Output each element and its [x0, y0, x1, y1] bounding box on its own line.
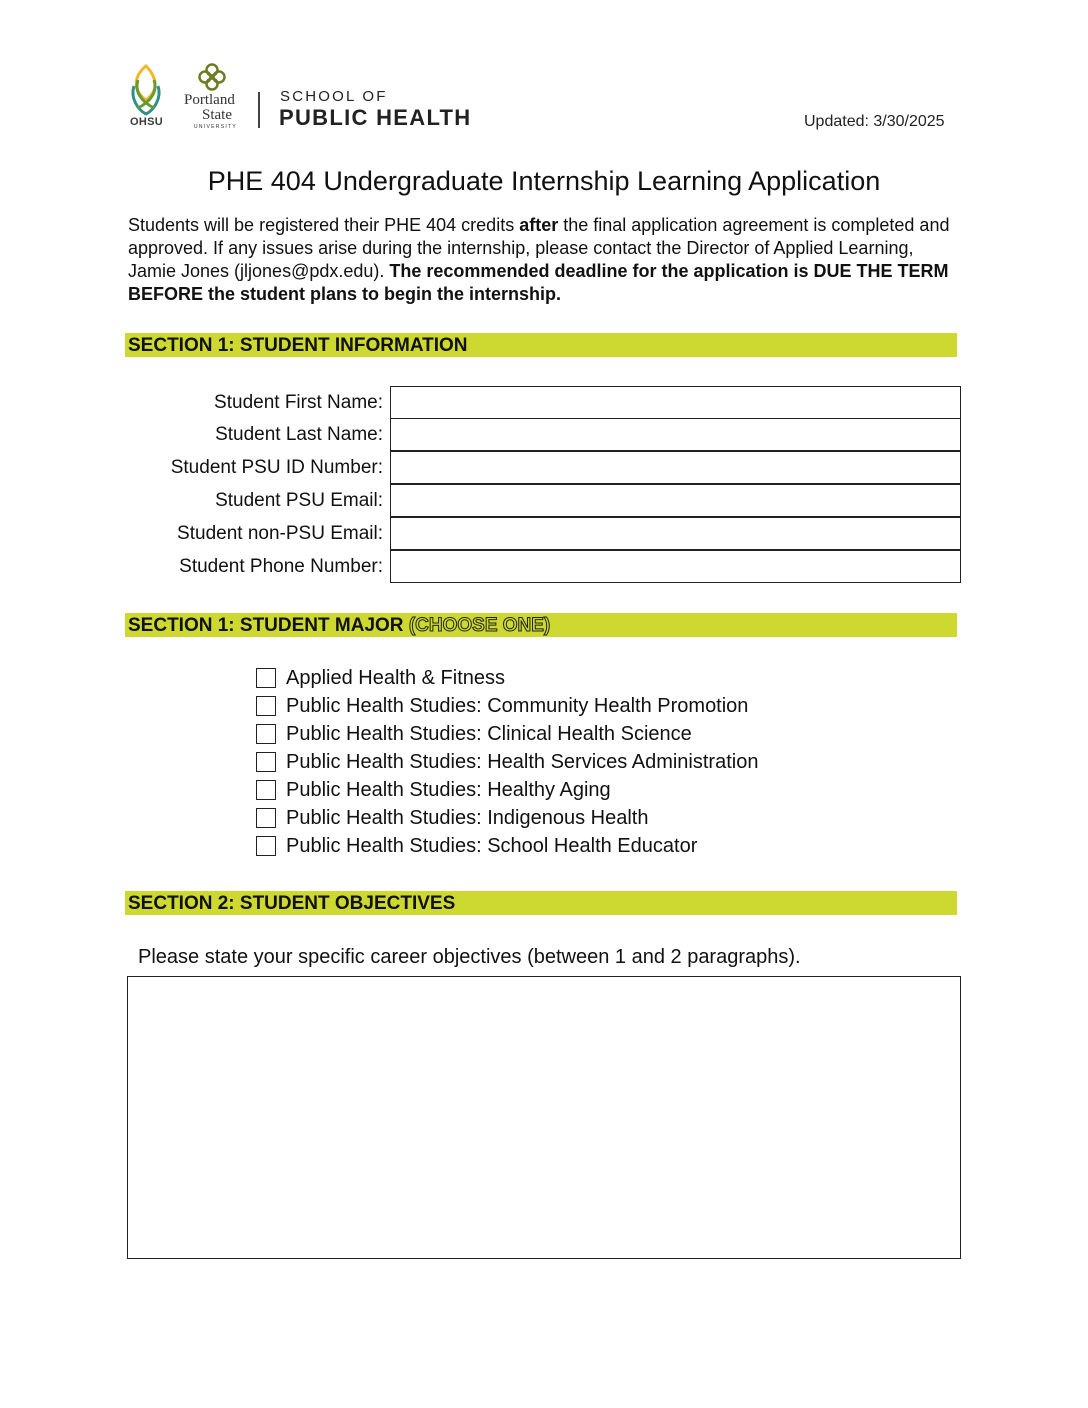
ohsu-flame-icon [126, 64, 166, 118]
label-psu-email: Student PSU Email: [215, 490, 383, 511]
first-name-field[interactable] [390, 386, 961, 419]
last-name-field[interactable] [390, 418, 961, 451]
psu-word-university: UNIVERSITY [194, 124, 238, 130]
page-title: PHE 404 Undergraduate Internship Learning Application [207, 166, 881, 196]
major-checkbox[interactable] [256, 752, 276, 772]
intro-paragraph [128, 214, 963, 306]
school-of-text: SCHOOL OF [280, 88, 388, 105]
major-checkbox[interactable] [256, 808, 276, 828]
label-psu-id: Student PSU ID Number: [170, 457, 383, 478]
major-option-label: Public Health Studies: School Health Educator [286, 834, 698, 857]
psu-id-field[interactable] [390, 451, 961, 484]
major-option-label: Public Health Studies: Clinical Health Science [286, 722, 692, 745]
section-heading-student-information: SECTION 1: STUDENT INFORMATION [125, 333, 957, 357]
label-phone-number: Student Phone Number: [179, 556, 383, 577]
choose-one-note: (CHOOSE ONE) [408, 615, 551, 636]
psu-logo [182, 63, 242, 129]
intro-text-2: the final application agreement is completed and approved. If any issues arise during the internship, please contact the Director of Applied Learning, Jamie Jones (jljones@pdx.edu). [128, 215, 950, 281]
major-option[interactable] [256, 720, 692, 748]
ohsu-logo [126, 64, 166, 130]
career-objectives-textarea[interactable] [127, 976, 961, 1259]
major-option[interactable] [256, 832, 697, 860]
major-option[interactable] [256, 748, 758, 776]
major-option[interactable] [256, 804, 648, 832]
objectives-prompt: Please state your specific career objectives (between 1 and 2 paragraphs). [138, 946, 801, 968]
major-checkbox[interactable] [256, 668, 276, 688]
intro-bold-deadline: The recommended deadline for the application is DUE THE TERM BEFORE the student plans to begin the internship. [128, 261, 949, 304]
updated-date: Updated: 3/30/2025 [804, 113, 945, 130]
major-option-label: Applied Health & Fitness [286, 666, 506, 689]
major-checkbox[interactable] [256, 836, 276, 856]
major-option-label: Public Health Studies: Indigenous Health [286, 806, 649, 829]
logo-divider [258, 92, 260, 128]
major-checkbox[interactable] [256, 696, 276, 716]
psu-word-portland: Portland [184, 92, 235, 108]
major-checkbox[interactable] [256, 724, 276, 744]
major-heading-text: SECTION 1: STUDENT MAJOR [128, 615, 409, 636]
psu-word-state: State [202, 107, 232, 123]
psu-email-field[interactable] [390, 484, 961, 517]
major-option[interactable] [256, 664, 505, 692]
label-last-name: Student Last Name: [215, 424, 383, 445]
ohsu-wordmark: OHSU [130, 116, 163, 128]
major-option[interactable] [256, 776, 611, 804]
major-option-label: Public Health Studies: Health Services Administration [286, 750, 759, 773]
major-checkbox[interactable] [256, 780, 276, 800]
label-first-name: Student First Name: [214, 392, 383, 413]
non-psu-email-field[interactable] [390, 517, 961, 550]
label-non-psu-email: Student non-PSU Email: [177, 523, 383, 544]
section-heading-student-major [125, 613, 957, 637]
phone-number-field[interactable] [390, 550, 961, 583]
major-option-label: Public Health Studies: Community Health Promotion [286, 694, 749, 717]
intro-text-1: Students will be registered their PHE 404 credits [128, 215, 520, 235]
major-option[interactable] [256, 692, 748, 720]
intro-bold-after: after [519, 215, 559, 235]
major-option-label: Public Health Studies: Healthy Aging [286, 778, 611, 801]
section-heading-student-objectives: SECTION 2: STUDENT OBJECTIVES [125, 891, 957, 915]
public-health-text: PUBLIC HEALTH [279, 105, 472, 130]
psu-knot-icon [198, 63, 226, 91]
